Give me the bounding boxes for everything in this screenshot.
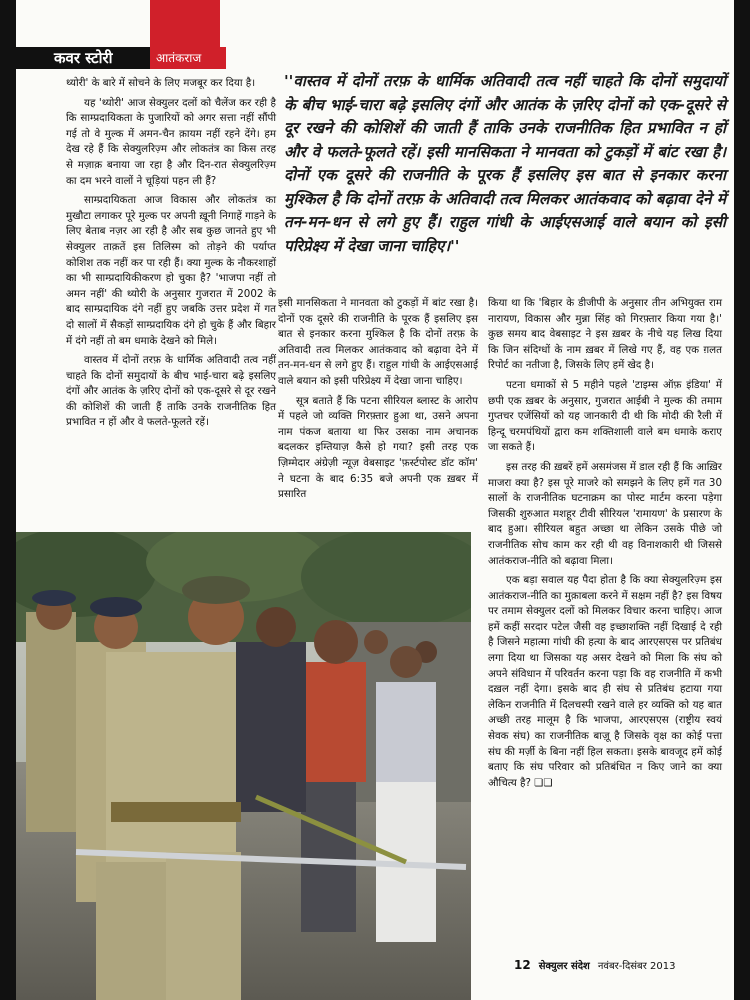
scan-border-right: [734, 0, 750, 1000]
text-column-2: [278, 296, 478, 507]
paragraph: पटना धमाकों से 5 महीने पहले 'टाइम्स ऑफ़ इंडिया' में छपी एक ख़बर के अनुसार, गुजरात आईबी ने मुल्क की तमाम गुप्तचर एजेंसियों को यह जानकारी दी थी कि मोदी की रैली में हिन्दू चरमपंथियों द्वारा कम शक्तिशाली वाले बम धमाके कराए जा सकते हैं।: [488, 378, 722, 454]
text-column-1: [66, 76, 276, 435]
magazine-page: [16, 0, 734, 1000]
paragraph: थ्योरी' के बारे में सोचने के लिए मजबूर कर दिया है।: [66, 77, 256, 89]
section-header: [16, 47, 226, 69]
text-column-3: [488, 296, 722, 795]
pull-quote: ''वास्तव में दोनों तरफ़ के धार्मिक अतिवादी तत्व नहीं चाहते कि दोनों समुदायों के बीच भाई-चारा बढ़े इसलिए दंगों और आतंक के ज़रिए दोनों को एक-दूसरे से दूर रखने की कोशिशें की जाती हैं ताकि उनके राजनीतिक हित प्रभावित न हों और वे फलते-फूलते रहें। इसी मानसिकता ने मानवता को टुकड़ों में बांट रखा है। दोनों एक दूसरे की राजनीति के पूरक हैं इसलिए इस बात से इनकार करना मुश्किल है कि दोनों तरफ़ के अतिवादी तत्व मिलकर आतंकवाद को बढ़ावा देने में तन-मन-धन से लगे हुए हैं। राहुल गांधी के आईएसआई वाले बयान को इसी परिप्रेक्ष्य में देखा जाना चाहिए।'': [284, 72, 726, 255]
page-footer: [514, 958, 734, 972]
paragraph: साम्प्रदायिकता आज विकास और लोकतंत्र का मुखौटा लगाकर पूरे मुल्क पर अपनी ख़ूनी निगाहें गाड़ने के लिए बेताब नज़र आ रही है और सब कुछ जानते हुए भी सेक्युलर ताक़तें इस तिलिस्म को तोड़ने की पर्याप्त कोशिश तक नहीं कर पा रही हैं। क्या मुल्क के नौकरशाहों का भी साम्प्रदायिकीकरण हो चुका है? 'भाजपा नहीं तो अमन नहीं' की थ्योरी के अनुसार गुजरात में 2002 के बाद साम्प्रदायिक दंगे नहीं हुए जबकि उत्तर प्रदेश में गत दो सालों में सैकड़ों साम्प्रदायिक दंगे हो चुके हैं और बिहार में दंगे नहीं तो बम धमाके देखने को मिले।: [66, 194, 276, 347]
magazine-name: सेक्युलर संदेश: [538, 961, 590, 972]
police-crowd-photo: [16, 532, 471, 1000]
section-kicker: कवर स्टोरी: [54, 49, 113, 67]
paragraph: इसी मानसिकता ने मानवता को टुकड़ों में बांट रखा है। दोनों एक दूसरे की राजनीति के पूरक हैं इसलिए इस बात से इनकार करना मुश्किल है कि दोनों तरफ़ के अतिवादी तत्व मिलकर आतंकवाद को बढ़ावा देने में तन-मन-धन से लगे हुए हैं। राहुल गांधी के आईएसआई वाले बयान को इसी परिप्रेक्ष्य में देखा जाना चाहिए।: [278, 297, 478, 387]
section-tag: आतंकराज: [150, 47, 226, 69]
paragraph: किया था कि 'बिहार के डीजीपी के अनुसार तीन अभियुक्त राम नारायण, विकास और मुन्ना सिंह को गिरफ़्तार किया गया है।' कुछ समय बाद वेबसाइट ने इस ख़बर के नीचे यह लिख दिया कि जिन संदिग्धों के नाम ख़बर में लिखे गए हैं, वह एक ग़लत रिपोर्ट का नतीजा है, जिसके लिए हमें खेद है।: [488, 297, 722, 372]
news-photo: [16, 532, 471, 1000]
header-red-block: [150, 0, 220, 48]
paragraph: यह 'थ्योरी' आज सेक्युलर दलों को चैलेंज कर रही है कि साम्प्रदायिकता के पुजारियों को अगर सत्ता नहीं सौंपी गई तो वे मुल्क में अमन-चैन क़ायम नहीं रहने देंगे। हम देख रहे हैं कि सेक्युलरिज़्म और लोकतंत्र का किस तरह से मज़ाक़ बनाया जा रहा है और दिन-रात सेक्युलरिज़्म का दम भरने वालों ने चूड़ियां पहन ली हैं?: [66, 96, 276, 187]
paragraph: इस तरह की ख़बरें हमें असमंजस में डाल रही हैं कि आख़िर माजरा क्या है? इस पूरे माजरे को समझने के लिए हमें गत 30 सालों के राजनीतिक घटनाक्रम का पोस्ट मार्टम करना पड़ेगा जिसकी शुरुआत मशहूर टीवी सीरियल 'रामायण' के प्रसारण के बाद हुआ। सीरियल बहुत अच्छा था लेकिन उसके पीछे जो राजनीतिक सोच काम कर रही थी वह विनाशकारी थी जिससे आतंकराज-नीति को बढ़ावा मिला।: [488, 460, 722, 567]
issue-date: नवंबर-दिसंबर 2013: [597, 961, 676, 972]
paragraph: एक बड़ा सवाल यह पैदा होता है कि क्या सेक्युलरिज़्म इस आतंकराज-नीति का मुक़ाबला करने में सक्षम नहीं है? इस विषय पर तमाम सेक्युलर दलों को मिलकर विचार करना चाहिए। आज हमें कहीं सरदार पटेल जैसी वह इच्छाशक्ति नहीं दिखाई दे रही है जिसने महात्मा गांधी की हत्या के बाद आरएसएस पर प्रतिबंध लगा दिया था जिसका यह असर देखने को मिला कि संघ को अपने संविधान में परिवर्तन करना पड़ा कि वह राजनीति में कभी दख़ल नहीं देगा। इसके बाद ही संघ से प्रतिबंध हटाया गया लेकिन राजनीति में दिलचस्पी रखने वाले हर व्यक्ति को यह बात अच्छी तरह मालूम है कि भाजपा, आरएसएस (राष्ट्रीय स्वयं सेवक संघ) का राजनीतिक बाज़ू है जिसके वृक्ष का कोई पत्ता संघ की मर्ज़ी के बिना नहीं हिल सकता। इसके बावजूद हमें कोई बताए कि संघ परिवार को प्रतिबंधित न किए जाने का क्या औचित्य है? ❏❏: [488, 574, 722, 789]
page-number: 12: [514, 958, 531, 972]
paragraph: वास्तव में दोनों तरफ़ के धार्मिक अतिवादी तत्व नहीं चाहते कि दोनों समुदायों के बीच भाई-चारा बढ़े इसलिए दंगों और आतंक के ज़रिए दोनों को एक-दूसरे से दूर रखने की कोशिशें की जाती हैं ताकि उनके राजनीतिक हित प्रभावित न हों और वे फलते-फूलते रहें।: [66, 354, 276, 429]
scan-border-left: [0, 0, 16, 1000]
paragraph: सूत्र बताते हैं कि पटना सीरियल ब्लास्ट के आरोप में पहले जो व्यक्ति गिरफ़्तार हुआ था, उसने अपना नाम पंकज बताया था फिर उसका नाम अचानक बदलकर इम्तियाज़ कैसे हो गया? इसी तरह एक ज़िम्मेदार अंग्रेज़ी न्यूज़ वेबसाइट 'फ़र्स्टपोस्ट डॉट कॉम' ने घटना के बाद 6:35 बजे अपनी एक ख़बर में प्रसारित: [278, 394, 478, 501]
